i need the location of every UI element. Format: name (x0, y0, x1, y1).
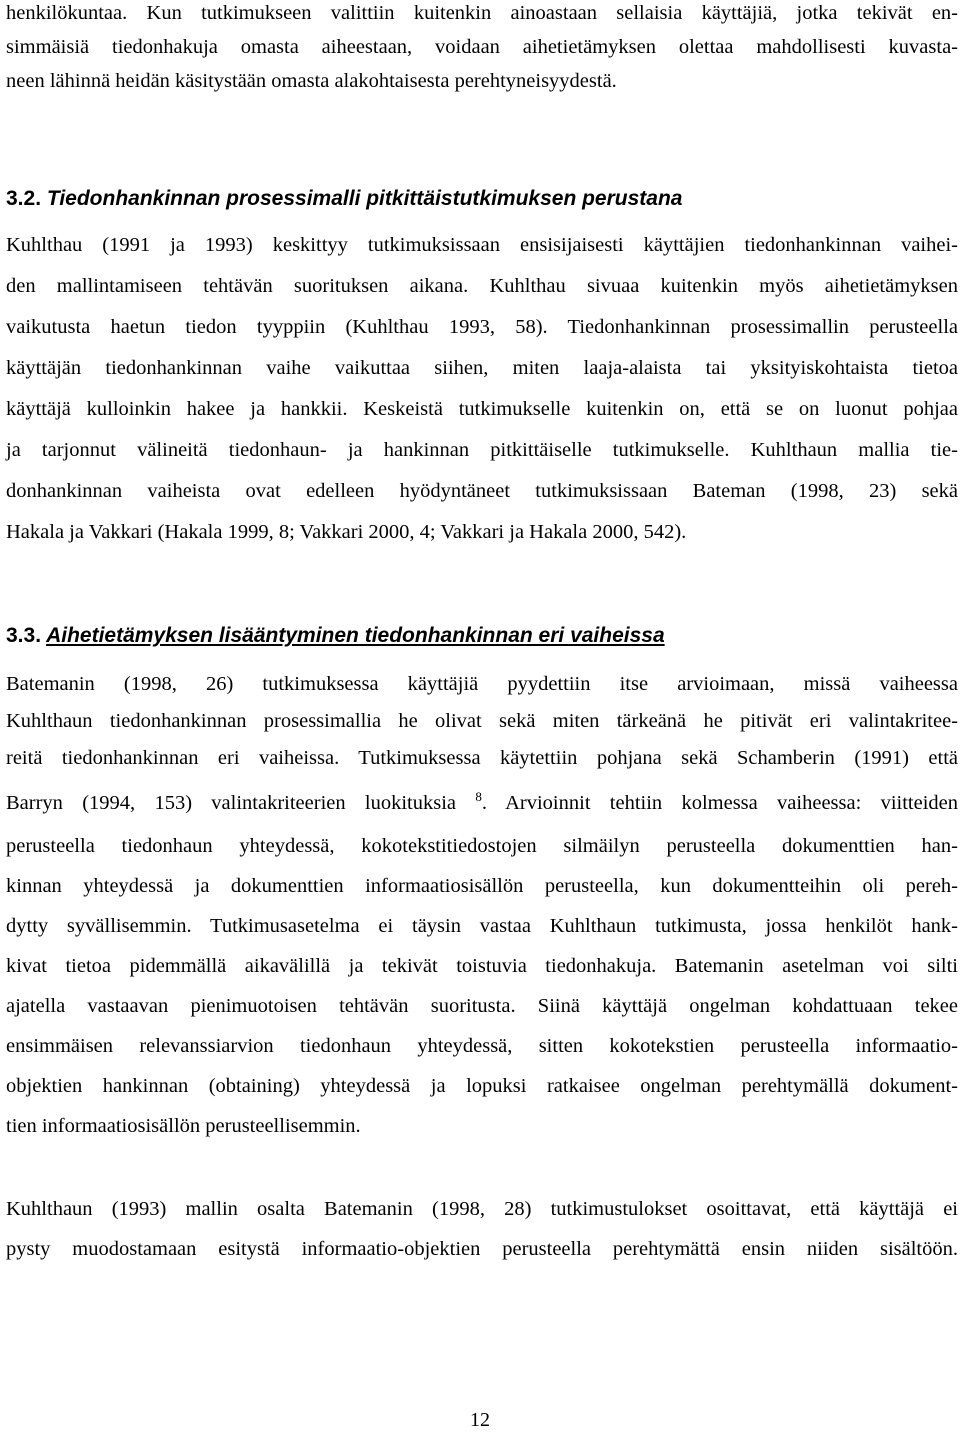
text-line: den mallintamiseen tehtävän suorituksen aikana. Kuhlthau sivuaa kuitenkin myös aihetietämyksen (6, 275, 958, 297)
text-line: ja tarjonnut välineitä tiedonhaun- ja hankinnan pitkittäiselle tutkimukselle. Kuhlthaun mallia tie- (6, 439, 958, 461)
text-line: Kuhlthau (1991 ja 1993) keskittyy tutkimuksissaan ensisijaisesti käyttäjien tiedonhankinnan vaihei- (6, 234, 958, 256)
text-line: pysty muodostamaan esitystä informaatio-objektien perusteella perehtymättä ensin niiden sisältöön. (6, 1238, 958, 1260)
text-line: perusteella tiedonhaun yhteydessä, kokotekstitiedostojen silmäilyn perusteella dokumenttien han- (6, 835, 958, 857)
text-line: käyttäjä kulloinkin hakee ja hankkii. Keskeistä tutkimukselle kuitenkin on, että se on luonut pohjaa (6, 398, 958, 420)
section-number: 3.2. (6, 187, 42, 210)
footnote-reference[interactable]: 8 (475, 789, 482, 804)
section-heading-3-2 (6, 186, 682, 212)
text-line: Hakala ja Vakkari (Hakala 1999, 8; Vakkari 2000, 4; Vakkari ja Hakala 2000, 542). (6, 521, 687, 543)
section-heading-3-3 (6, 623, 665, 649)
text-line: Kuhlthaun tiedonhankinnan prosessimallia he olivat sekä miten tärkeänä he pitivät eri valintakritee- (6, 710, 958, 732)
text-line: tien informaatiosisällön perusteellisemmin. (6, 1115, 361, 1137)
text-line: reitä tiedonhankinnan eri vaiheissa. Tutkimuksessa käytettiin pohjana sekä Schamberin (1991) että (6, 747, 958, 769)
text-line: käyttäjän tiedonhankinnan vaihe vaikuttaa siihen, miten laaja-alaista tai yksityiskohtaista tietoa (6, 357, 958, 379)
section-number: 3.3. (6, 624, 42, 647)
text-segment: Barryn (1994, 153) valintakriteerien luokituksia (6, 792, 457, 814)
text-line: ensimmäisen relevanssiarvion tiedonhaun yhteydessä, sitten kokotekstien perusteella informaatio- (6, 1035, 958, 1057)
text-line: kinnan yhteydessä ja dokumenttien informaatiosisällön perusteella, kun dokumentteihin oli pereh- (6, 875, 958, 897)
text-line: vaikutusta haetun tiedon tyyppiin (Kuhlthau 1993, 58). Tiedonhankinnan prosessimallin perusteella (6, 316, 958, 338)
text-line: simmäisiä tiedonhakuja omasta aiheestaan, voidaan aihetietämyksen olettaa mahdollisesti kuvasta- (6, 36, 958, 58)
section-title: Aihetietämyksen lisääntyminen tiedonhankinnan eri vaiheissa (46, 624, 665, 647)
text-line: neen lähinnä heidän käsitystään omasta alakohtaisesta perehtyneisyydestä. (6, 70, 617, 92)
text-line: ajatella vastaavan pienimuotoisen tehtävän suoritusta. Siinä käyttäjä ongelman kohdattuaan tekee (6, 995, 958, 1017)
text-line: henkilökuntaa. Kun tutkimukseen valittiin kuitenkin ainoastaan sellaisia käyttäjiä, jotka tekivät en- (6, 2, 958, 24)
text-line: Kuhlthaun (1993) mallin osalta Batemanin (1998, 28) tutkimustulokset osoittavat, että käyttäjä ei (6, 1198, 958, 1220)
text-line: dytty syvällisemmin. Tutkimusasetelma ei täysin vastaa Kuhlthaun tutkimusta, jossa henkilöt hank- (6, 915, 958, 937)
text-line: donhankinnan vaiheista ovat edelleen hyödyntäneet tutkimuksissaan Bateman (1998, 23) sekä (6, 480, 958, 502)
section-title: Tiedonhankinnan prosessimalli pitkittäistutkimuksen perustana (46, 187, 683, 210)
text-line-with-footnote (6, 790, 958, 816)
text-segment: . Arvioinnit tehtiin kolmessa vaiheessa: viitteiden (481, 792, 959, 814)
page-number: 12 (470, 1409, 490, 1431)
text-line: kivat tietoa pidemmällä aikavälillä ja tekivät toistuvia tiedonhakuja. Batemanin asetelman voi silti (6, 955, 958, 977)
text-line: objektien hankinnan (obtaining) yhteydessä ja lopuksi ratkaisee ongelman perehtymällä dokument- (6, 1075, 958, 1097)
text-line: Batemanin (1998, 26) tutkimuksessa käyttäjiä pyydettiin itse arvioimaan, missä vaiheessa (6, 673, 958, 695)
